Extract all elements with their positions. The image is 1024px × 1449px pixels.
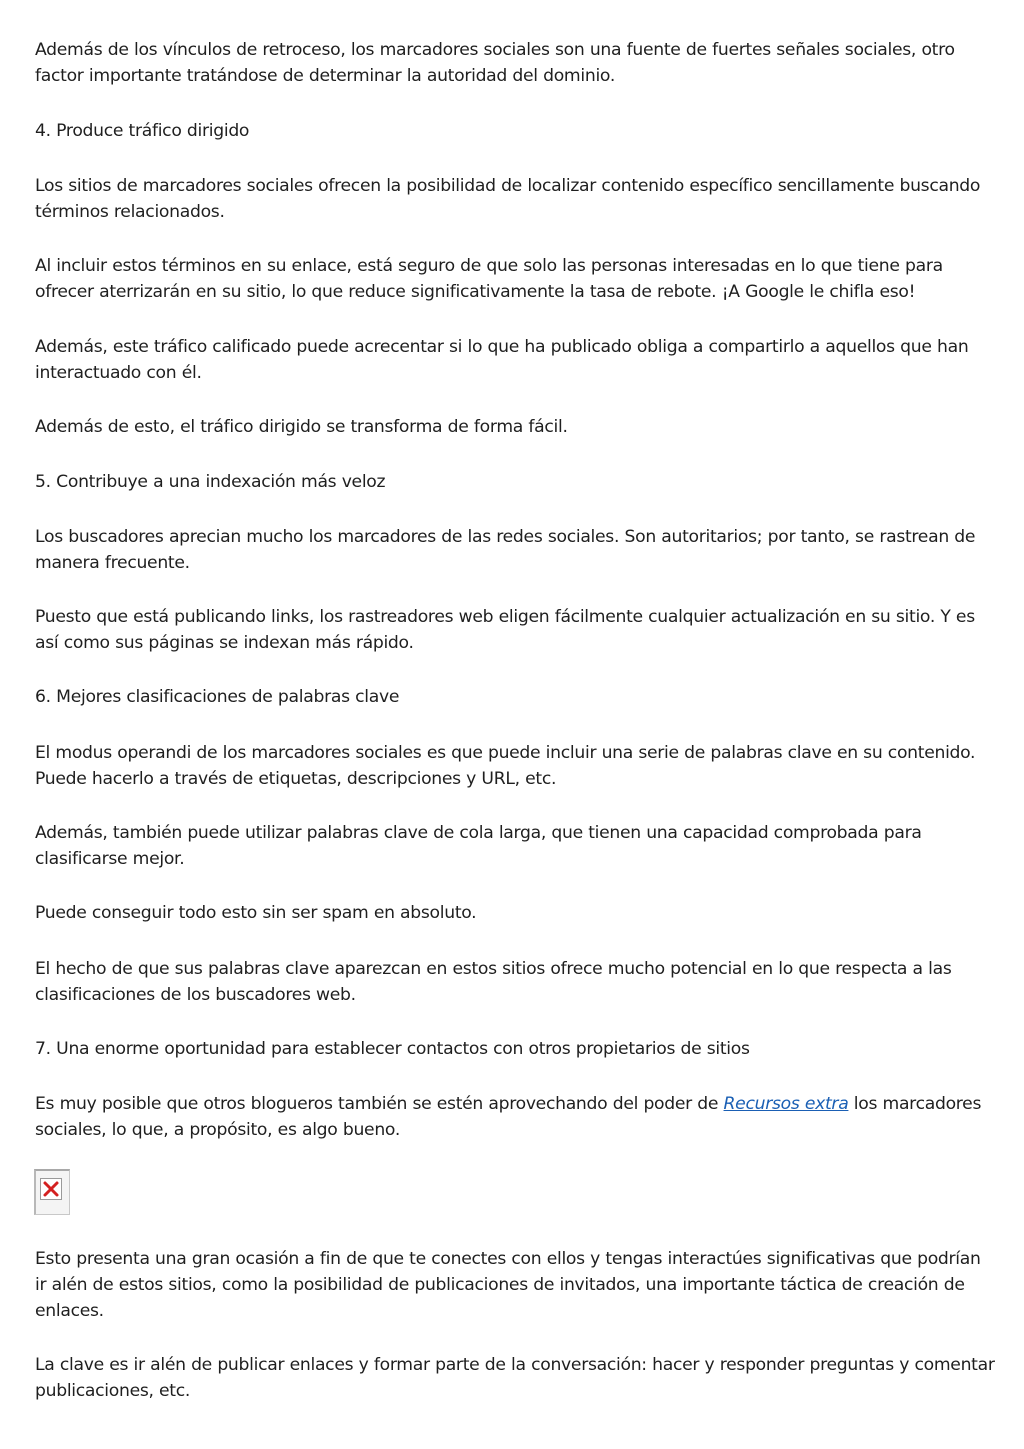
paragraph-backlinks-social-signals: Además de los vínculos de retroceso, los marcadores sociales son una fuente de fuertes señales sociales, otro factor importante tratándose de determinar la autoridad del dominio. <box>35 40 955 86</box>
paragraph-no-spam: Puede conseguir todo esto sin ser spam en absoluto. <box>35 903 477 923</box>
broken-image-icon <box>40 1178 62 1200</box>
paragraph-keyword-potential: El hecho de que sus palabras clave aparezcan en estos sitios ofrece mucho potencial en lo que respecta a las clasificaciones de los buscadores web. <box>35 959 952 1005</box>
paragraph-crawlers: Puesto que está publicando links, los rastreadores web eligen fácilmente cualquier actualización en su sitio. Y es así como sus páginas se indexan más rápido. <box>35 607 975 653</box>
paragraph-long-tail: Además, también puede utilizar palabras clave de cola larga, que tienen una capacidad comprobada para clasificarse mejor. <box>35 823 922 869</box>
paragraph-text-before-link: Es muy posible que otros blogueros también se estén aprovechando del poder de <box>35 1094 724 1114</box>
paragraph-modus-operandi: El modus operandi de los marcadores sociales es que puede incluir una serie de palabras clave en su contenido. Puede hacerlo a través de etiquetas, descripciones y URL, etc. <box>35 743 976 789</box>
broken-image-placeholder <box>34 1169 70 1215</box>
heading-networking: 7. Una enorme oportunidad para establecer contactos con otros propietarios de sitios <box>35 1039 750 1059</box>
paragraph-search-engines: Los buscadores aprecian mucho los marcadores de las redes sociales. Son autoritarios; por tanto, se rastrean de manera frecuente. <box>35 527 976 573</box>
paragraph-text-after-link: los marcadores sociales, lo que, a propósito, es algo bueno. <box>35 1094 982 1140</box>
recursos-extra-link[interactable]: Recursos extra <box>723 1094 849 1114</box>
paragraph-find-content: Los sitios de marcadores sociales ofrecen la posibilidad de localizar contenido específico sencillamente buscando términos relacionados. <box>35 176 981 222</box>
heading-faster-indexing: 5. Contribuye a una indexación más veloz <box>35 472 386 492</box>
paragraph-join-conversation: La clave es ir alén de publicar enlaces y formar parte de la conversación: hacer y responder preguntas y comentar publicaciones, etc. <box>35 1355 995 1401</box>
paragraph-great-opportunity: Esto presenta una gran ocasión a fin de que te conectes con ellos y tengas interactúes significativas que podrían ir alén de estos sitios, como la posibilidad de publicaciones de invitados, una importante táctica de creación de enlaces. <box>35 1249 981 1321</box>
heading-keyword-rankings: 6. Mejores clasificaciones de palabras clave <box>35 687 400 707</box>
paragraph-other-bloggers <box>35 1091 995 1143</box>
paragraph-bounce-rate: Al incluir estos términos en su enlace, está seguro de que solo las personas interesadas en lo que tiene para ofrecer aterrizarán en su sitio, lo que reduce significativamente la tasa de rebote. ¡A Google le chifla eso! <box>35 256 943 302</box>
paragraph-qualified-traffic: Además, este tráfico calificado puede acrecentar si lo que ha publicado obliga a compartirlo a aquellos que han interactuado con él. <box>35 337 969 383</box>
paragraph-converts-easily: Además de esto, el tráfico dirigido se transforma de forma fácil. <box>35 417 568 437</box>
red-x-icon <box>41 1179 61 1199</box>
heading-targeted-traffic: 4. Produce tráfico dirigido <box>35 121 250 141</box>
